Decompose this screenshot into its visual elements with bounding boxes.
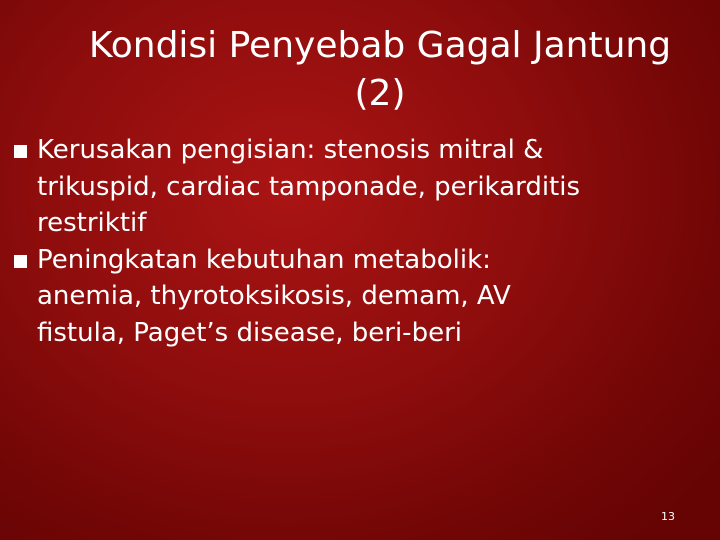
bullet-line: anemia, thyrotoksikosis, demam, AV (37, 281, 511, 311)
title-line: (2) (354, 73, 406, 114)
bullet-line: trikuspid, cardiac tamponade, perikarditis (37, 171, 581, 202)
bullet-item (14, 132, 654, 242)
slide-number: 13 (661, 510, 675, 523)
bullet-list (14, 132, 654, 351)
bullet-line: restriktif (37, 208, 147, 238)
bullet-item (14, 242, 654, 352)
bullet-line: Peningkatan kebutuhan metabolik: (37, 244, 491, 275)
bullet-line: Kerusakan pengisian: stenosis mitral & (37, 135, 544, 165)
bullet-text (37, 242, 511, 352)
bullet-line: fistula, Paget’s disease, beri-beri (37, 317, 462, 348)
title-line: Kondisi Penyebab Gagal Jantung (88, 25, 672, 66)
square-bullet-icon (14, 145, 27, 158)
slide-title (40, 22, 720, 118)
bullet-text (37, 132, 580, 242)
square-bullet-icon (14, 255, 27, 268)
